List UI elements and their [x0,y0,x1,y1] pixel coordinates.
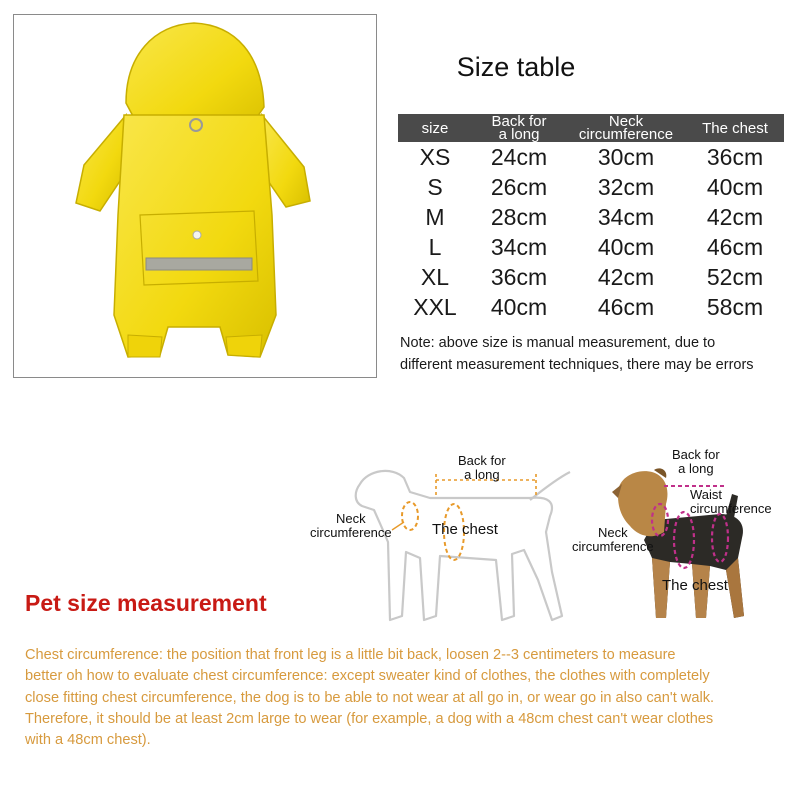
chest-cell: 42cm [706,203,764,230]
size-cell: S [427,173,443,200]
description-line: better oh how to evaluate chest circumference: except sweater kind of clothes, the clothes with completely [25,668,710,685]
product-image [13,14,377,378]
neck-circumference-label-left: Neck circumference [310,511,392,540]
table-row [398,232,784,262]
note-line: Note: above size is manual measurement, due to [400,335,716,351]
neck-cell: 30cm [597,143,655,170]
size-table-header [398,114,784,142]
dog-diagrams [300,440,800,640]
chest-cell: 58cm [706,293,764,320]
size-cell: XS [419,143,451,170]
description-line: Chest circumference: the position that front leg is a little bit back, loosen 2--3 centimeters to measure [25,647,676,663]
neck-cell: 42cm [597,263,655,290]
header-back-length: Back for a long [472,114,566,142]
neck-cell: 46cm [597,293,655,320]
pet-measurement-description [25,645,795,751]
header-neck-circumference: Neck circumference [566,114,686,142]
header-chest: The chest [686,114,784,142]
note-line: different measurement techniques, there may be errors [400,357,754,373]
chest-label-left: The chest [432,521,498,538]
neck-cell: 34cm [597,203,655,230]
measurement-note [400,332,798,376]
description-line: with a 48cm chest). [25,732,151,749]
back-length-label-left: Back for a long [458,453,506,482]
neck-cell: 32cm [597,173,655,200]
measurement-diagram [300,440,800,640]
size-cell: XL [420,263,450,290]
table-row [398,172,784,202]
neck-cell: 40cm [597,233,655,260]
size-cell: L [428,233,442,260]
size-cell: M [425,203,445,230]
back-length-cell: 24cm [490,143,548,170]
description-line: close fitting chest circumference, the dog is to be able to not wear at all go in, or wear go in also can't walk. [25,689,715,706]
neck-circumference-label-right: Neck circumference [572,525,654,554]
back-length-cell: 26cm [490,173,548,200]
table-row [398,262,784,292]
chest-cell: 46cm [706,233,764,260]
chest-cell: 52cm [706,263,764,290]
table-row [398,292,784,322]
dog-outline-left [356,471,570,620]
yellow-raincoat-illustration [14,15,376,377]
back-length-cell: 34cm [490,233,548,260]
chest-cell: 40cm [706,173,764,200]
table-row [398,202,784,232]
size-table-title: Size table [456,52,576,82]
back-length-cell: 28cm [490,203,548,230]
description-line: Therefore, it should be at least 2cm large to wear (for example, a dog with a 48cm chest can't wear clothes [25,710,714,727]
back-length-label-right: Back for a long [672,447,720,476]
chest-cell: 36cm [706,143,764,170]
reflective-strip [146,258,252,270]
back-length-cell: 40cm [490,293,548,320]
pet-measurement-title: Pet size measurement [25,590,267,616]
chest-label-right: The chest [662,577,728,594]
table-row [398,142,784,172]
size-cell: XXL [413,293,457,320]
back-length-cell: 36cm [490,263,548,290]
header-size: size [398,114,472,142]
size-table [398,114,784,322]
waist-circumference-label: Waist circumference [690,487,772,516]
